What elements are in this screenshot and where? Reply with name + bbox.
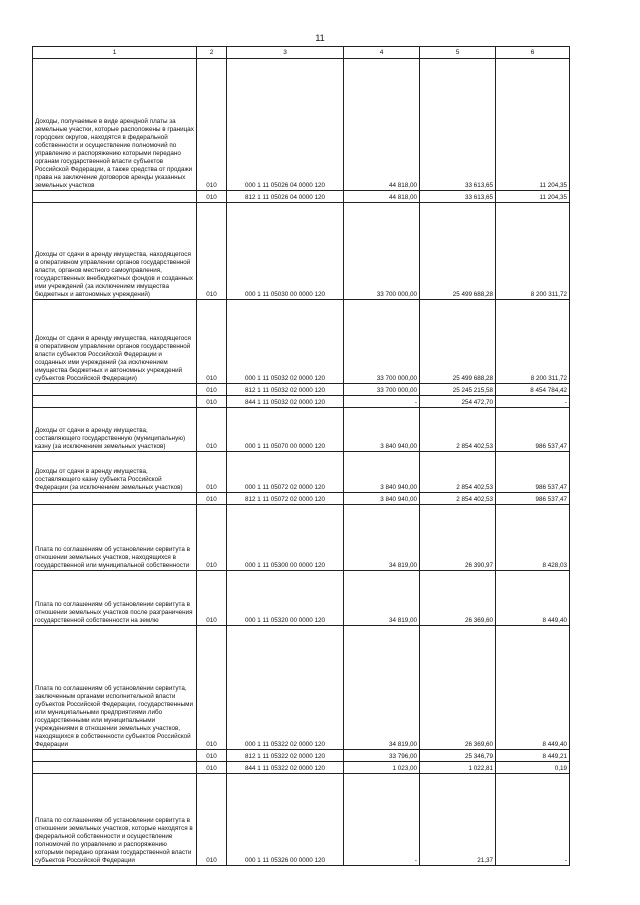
table-row xyxy=(33,408,570,452)
row-description xyxy=(33,384,197,396)
executed-amount: 25 346,79 xyxy=(420,750,496,762)
table-row xyxy=(33,762,570,774)
executed-amount: 33 613,65 xyxy=(420,191,496,203)
line-code: 010 xyxy=(197,493,227,505)
row-description xyxy=(33,762,197,774)
line-code: 010 xyxy=(197,762,227,774)
executed-amount: 26 390,97 xyxy=(420,505,496,571)
approved-amount: 33 796,00 xyxy=(344,750,420,762)
table-row xyxy=(33,396,570,408)
revenue-classification-code: 000 1 11 05026 04 0000 120 xyxy=(227,59,344,191)
row-description: Доходы от сдачи в аренду имущества, находящегося в оперативном управлении органов государственной власти субъектов Российской Федерации и созданных ими учреждений (за исключением имущества бюджетных и автономных учреждений субъектов Российской Федерации) xyxy=(33,300,197,384)
revenue-classification-code: 844 1 11 05322 02 0000 120 xyxy=(227,762,344,774)
revenue-classification-code: 812 1 11 05322 02 0000 120 xyxy=(227,750,344,762)
page-number: 11 xyxy=(315,33,325,43)
line-code: 010 xyxy=(197,396,227,408)
executed-amount: 33 613,65 xyxy=(420,59,496,191)
row-description: Доходы от сдачи в аренду имущества, составляющего государственную (муниципальную) казну (за исключением земельных участков) xyxy=(33,408,197,452)
table-row xyxy=(33,493,570,505)
table-row xyxy=(33,59,570,191)
approved-amount: 3 840 940,00 xyxy=(344,452,420,493)
line-code: 010 xyxy=(197,571,227,626)
row-description: Плата по соглашениям об установлении сервитута в отношении земельных участков, которые находятся в федеральной собственности и осуществление полномочий по управлению и распоряжению которыми передано органам государственной власти субъектов Российской Федерации xyxy=(33,774,197,866)
executed-amount: 25 245 215,58 xyxy=(420,384,496,396)
executed-amount: 2 854 402,53 xyxy=(420,452,496,493)
unexecuted-amount: - xyxy=(496,396,570,408)
column-header: 6 xyxy=(496,47,570,59)
table-row xyxy=(33,300,570,384)
row-description: Плата по соглашениям об установлении сервитута в отношении земельных участков после разграничения государственной собственности на землю xyxy=(33,571,197,626)
unexecuted-amount: 11 204,35 xyxy=(496,191,570,203)
column-header: 5 xyxy=(420,47,496,59)
row-description xyxy=(33,493,197,505)
row-description xyxy=(33,191,197,203)
approved-amount: 33 700 000,00 xyxy=(344,300,420,384)
revenue-classification-code: 000 1 11 05072 02 0000 120 xyxy=(227,452,344,493)
table-row xyxy=(33,191,570,203)
unexecuted-amount: 986 537,47 xyxy=(496,493,570,505)
row-description xyxy=(33,396,197,408)
line-code: 010 xyxy=(197,191,227,203)
unexecuted-amount: 11 204,35 xyxy=(496,59,570,191)
executed-amount: 26 369,60 xyxy=(420,626,496,750)
line-code: 010 xyxy=(197,384,227,396)
column-header: 4 xyxy=(344,47,420,59)
row-description: Плата по соглашениям об установлении сервитута, заключенным органами исполнительной власти субъектов Российской Федерации, государственными или муниципальными предприятиями либо государственными или муниципальными учреждениями в отношении земельных участков, находящихся в собственности субъектов Российской Федерации xyxy=(33,626,197,750)
approved-amount: 33 700 000,00 xyxy=(344,384,420,396)
line-code: 010 xyxy=(197,452,227,493)
approved-amount: 34 819,00 xyxy=(344,505,420,571)
line-code: 010 xyxy=(197,626,227,750)
approved-amount: 34 819,00 xyxy=(344,571,420,626)
row-description: Доходы от сдачи в аренду имущества, находящегося в оперативном управлении органов государственной власти, органов местного самоуправления, государственных внебюджетных фондов и созданных ими учреждений (за исключением имущества бюджетных и автономных учреждений) xyxy=(33,203,197,300)
unexecuted-amount: 8 449,40 xyxy=(496,626,570,750)
report-table xyxy=(32,46,570,866)
line-code: 010 xyxy=(197,750,227,762)
approved-amount: 44 818,00 xyxy=(344,191,420,203)
line-code: 010 xyxy=(197,300,227,384)
unexecuted-amount: 986 537,47 xyxy=(496,408,570,452)
approved-amount: 3 840 940,00 xyxy=(344,493,420,505)
unexecuted-amount: 8 200 311,72 xyxy=(496,300,570,384)
revenue-classification-code: 812 1 11 05072 02 0000 120 xyxy=(227,493,344,505)
revenue-classification-code: 812 1 11 05032 02 0000 120 xyxy=(227,384,344,396)
table-row xyxy=(33,774,570,866)
unexecuted-amount: 8 449,21 xyxy=(496,750,570,762)
table-row xyxy=(33,626,570,750)
unexecuted-amount: - xyxy=(496,774,570,866)
unexecuted-amount: 0,19 xyxy=(496,762,570,774)
row-description: Доходы, получаемые в виде арендной платы за земельные участки, которые расположены в границах городских округов, находятся в федеральной собственности и осуществление полномочий по управлению и распоряжению которыми передано органам государственной власти субъектов Российской Федерации, а также средства от продажи права на заключение договоров аренды указанных земельных участков xyxy=(33,59,197,191)
table-row xyxy=(33,452,570,493)
table-row xyxy=(33,384,570,396)
header-row xyxy=(33,47,570,59)
revenue-classification-code: 000 1 11 05300 00 0000 120 xyxy=(227,505,344,571)
line-code: 010 xyxy=(197,408,227,452)
unexecuted-amount: 986 537,47 xyxy=(496,452,570,493)
revenue-classification-code: 000 1 11 05326 00 0000 120 xyxy=(227,774,344,866)
row-description xyxy=(33,750,197,762)
line-code: 010 xyxy=(197,203,227,300)
revenue-classification-code: 000 1 11 05032 02 0000 120 xyxy=(227,300,344,384)
unexecuted-amount: 8 428,03 xyxy=(496,505,570,571)
approved-amount: 3 840 940,00 xyxy=(344,408,420,452)
table-row xyxy=(33,203,570,300)
approved-amount: 34 819,00 xyxy=(344,626,420,750)
line-code: 010 xyxy=(197,505,227,571)
revenue-classification-code: 000 1 11 05030 00 0000 120 xyxy=(227,203,344,300)
executed-amount: 2 854 402,53 xyxy=(420,408,496,452)
revenue-classification-code: 000 1 11 05070 00 0000 120 xyxy=(227,408,344,452)
executed-amount: 1 022,81 xyxy=(420,762,496,774)
revenue-classification-code: 000 1 11 05320 00 0000 120 xyxy=(227,571,344,626)
revenue-classification-code: 812 1 11 05026 04 0000 120 xyxy=(227,191,344,203)
executed-amount: 21,37 xyxy=(420,774,496,866)
approved-amount: 33 700 000,00 xyxy=(344,203,420,300)
column-header: 2 xyxy=(197,47,227,59)
approved-amount: - xyxy=(344,774,420,866)
approved-amount: 1 023,00 xyxy=(344,762,420,774)
unexecuted-amount: 8 449,40 xyxy=(496,571,570,626)
executed-amount: 254 472,70 xyxy=(420,396,496,408)
approved-amount: - xyxy=(344,396,420,408)
approved-amount: 44 818,00 xyxy=(344,59,420,191)
revenue-classification-code: 844 1 11 05032 02 0000 120 xyxy=(227,396,344,408)
executed-amount: 25 499 688,28 xyxy=(420,203,496,300)
executed-amount: 26 369,60 xyxy=(420,571,496,626)
row-description: Доходы от сдачи в аренду имущества, составляющего казну субъекта Российской Федерации (за исключением земельных участков) xyxy=(33,452,197,493)
column-header: 1 xyxy=(33,47,197,59)
table-row xyxy=(33,571,570,626)
revenue-classification-code: 000 1 11 05322 02 0000 120 xyxy=(227,626,344,750)
table-row xyxy=(33,505,570,571)
unexecuted-amount: 8 454 784,42 xyxy=(496,384,570,396)
line-code: 010 xyxy=(197,774,227,866)
column-header: 3 xyxy=(227,47,344,59)
executed-amount: 2 854 402,53 xyxy=(420,493,496,505)
line-code: 010 xyxy=(197,59,227,191)
unexecuted-amount: 8 200 311,72 xyxy=(496,203,570,300)
table-row xyxy=(33,750,570,762)
executed-amount: 25 499 688,28 xyxy=(420,300,496,384)
row-description: Плата по соглашениям об установлении сервитута в отношении земельных участков, находящихся в государственной или муниципальной собственности xyxy=(33,505,197,571)
